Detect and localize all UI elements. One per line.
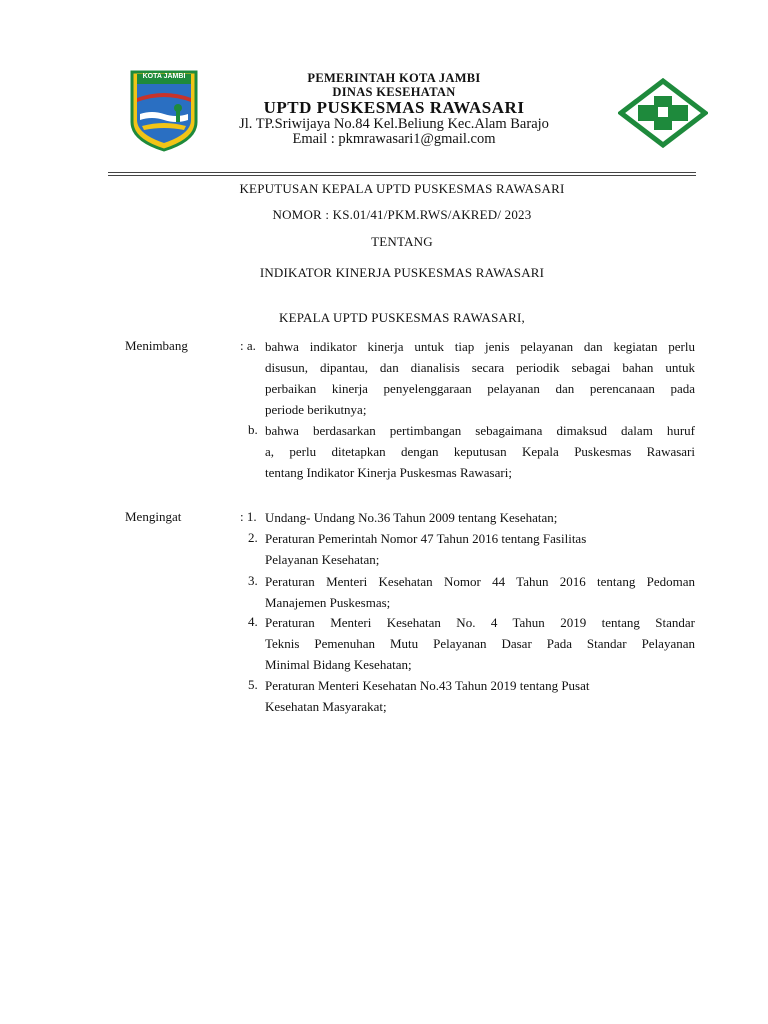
menimbang-label: Menimbang: [125, 338, 188, 353]
menimbang-marker-b: b.: [248, 422, 258, 437]
mengingat-2-line: Pelayanan Kesehatan;: [265, 552, 380, 567]
header-institution: UPTD PUSKESMAS RAWASARI: [263, 98, 525, 117]
mengingat-marker-5: 5.: [248, 677, 258, 692]
mengingat-marker-2: 2.: [248, 530, 258, 545]
menimbang-a-line: bahwa indikator kinerja untuk tiap jenis pelayanan dan kegiatan perlu: [265, 339, 695, 354]
menimbang-a-line: periode berikutnya;: [265, 402, 367, 417]
mengingat-5-line: Peraturan Menteri Kesehatan No.43 Tahun 2019 tentang Pusat: [265, 678, 590, 693]
header-email: Email : pkmrawasari1@gmail.com: [292, 131, 496, 147]
mengingat-3-line: Manajemen Puskesmas;: [265, 595, 391, 610]
mengingat-5-line: Kesehatan Masyarakat;: [265, 699, 387, 714]
menimbang-a-line: disusun, dipantau, dan dianalisis secara periodik sebagai bahan untuk: [265, 360, 695, 375]
mengingat-3-line: Peraturan Menteri Kesehatan Nomor 44 Tahun 2016 tentang Pedoman: [265, 574, 695, 589]
letterhead-divider-bottom: [108, 175, 696, 176]
decree-subject: INDIKATOR KINERJA PUSKESMAS RAWASARI: [259, 265, 545, 280]
menimbang-b-line: bahwa berdasarkan pertimbangan sebagaimana dimaksud dalam huruf: [265, 423, 695, 438]
menimbang-b-line: a, perlu ditetapkan dengan keputusan Kepala Puskesmas Rawasari: [265, 444, 695, 459]
header-address: Jl. TP.Sriwijaya No.84 Kel.Beliung Kec.Alam Barajo: [239, 116, 549, 132]
kota-jambi-logo: [128, 70, 200, 152]
mengingat-marker-1: : 1.: [240, 509, 257, 524]
decree-title: KEPUTUSAN KEPALA UPTD PUSKESMAS RAWASARI: [239, 181, 565, 196]
mengingat-marker-3: 3.: [248, 573, 258, 588]
mengingat-4-line: Peraturan Menteri Kesehatan No. 4 Tahun 2019 tentang Standar: [265, 615, 695, 630]
mengingat-4-line: Minimal Bidang Kesehatan;: [265, 657, 412, 672]
mengingat-4-line: Teknis Pemenuhan Mutu Pelayanan Dasar Pada Standar Pelayanan: [265, 636, 695, 651]
menimbang-b-line: tentang Indikator Kinerja Puskesmas Rawasari;: [265, 465, 512, 480]
mengingat-1-line: Undang- Undang No.36 Tahun 2009 tentang Kesehatan;: [265, 510, 558, 525]
menimbang-a-line: perbaikan kinerja penyelenggaraan pelayanan dan perencanaan pada: [265, 381, 695, 396]
decree-tentang: TENTANG: [371, 234, 433, 249]
mengingat-marker-4: 4.: [248, 614, 258, 629]
header-department: DINAS KESEHATAN: [332, 85, 456, 99]
header-government: PEMERINTAH KOTA JAMBI: [307, 71, 481, 85]
puskesmas-logo: [618, 78, 708, 148]
menimbang-marker-a: : a.: [240, 338, 256, 353]
letterhead-divider-top: [108, 172, 696, 173]
mengingat-2-line: Peraturan Pemerintah Nomor 47 Tahun 2016 tentang Fasilitas: [265, 531, 587, 546]
decree-number: NOMOR : KS.01/41/PKM.RWS/AKRED/ 2023: [272, 207, 532, 222]
decree-official: KEPALA UPTD PUSKESMAS RAWASARI,: [279, 310, 525, 325]
mengingat-label: Mengingat: [125, 509, 182, 524]
logo-caption: KOTA JAMBI: [142, 73, 186, 80]
